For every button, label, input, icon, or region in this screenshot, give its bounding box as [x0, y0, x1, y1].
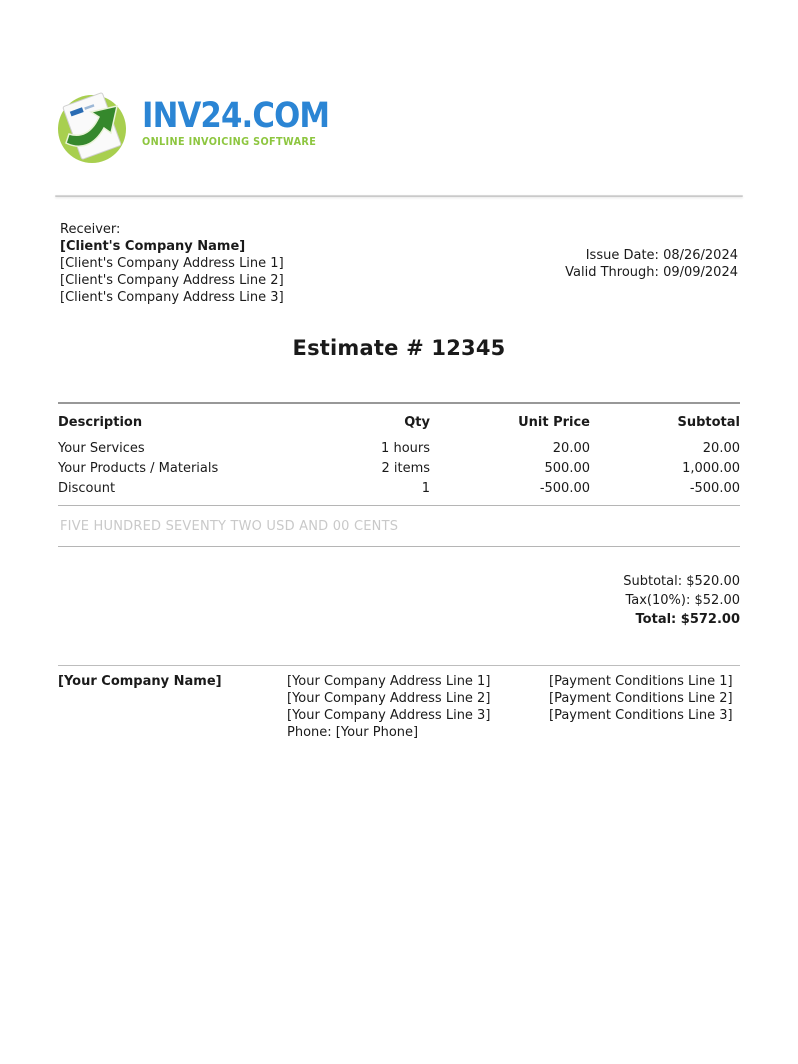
table-row — [58, 438, 740, 458]
issue-date-line: Issue Date: 08/26/2024 — [585, 248, 738, 263]
invoice-paper-arrow-logo-icon — [54, 86, 134, 166]
amount-in-words: FIVE HUNDRED SEVENTY TWO USD AND 00 CENTS — [58, 505, 740, 547]
items-table-header-row — [58, 403, 740, 438]
item-subtotal: 20.00 — [702, 440, 740, 456]
payment-conditions-line-2: [Payment Conditions Line 2] — [549, 691, 733, 706]
item-unit-price: 500.00 — [544, 460, 590, 476]
items-table — [58, 402, 740, 505]
table-row — [58, 478, 740, 505]
client-address-line-2: [Client's Company Address Line 2] — [60, 273, 284, 288]
totals-block — [623, 572, 740, 629]
item-description: Your Products / Materials — [58, 460, 219, 476]
document-footer — [58, 665, 740, 741]
footer-payment-conditions-block — [549, 673, 740, 741]
brand-tagline: ONLINE INVOICING SOFTWARE — [142, 135, 317, 148]
client-address-line-3: [Client's Company Address Line 3] — [60, 290, 284, 305]
payment-conditions-line-1: [Payment Conditions Line 1] — [549, 674, 733, 689]
footer-address-line-2: [Your Company Address Line 2] — [287, 691, 491, 706]
estimate-title: Estimate # 12345 — [292, 336, 506, 360]
header-qty: Qty — [308, 403, 430, 438]
footer-address-line-3: [Your Company Address Line 3] — [287, 708, 491, 723]
table-row — [58, 458, 740, 478]
footer-address-line-1: [Your Company Address Line 1] — [287, 674, 491, 689]
dates-block — [565, 247, 738, 281]
header-description: Description — [58, 403, 308, 438]
item-unit-price: 20.00 — [552, 440, 590, 456]
item-unit-price: -500.00 — [539, 480, 590, 496]
header-divider — [55, 195, 743, 197]
item-subtotal: 1,000.00 — [682, 460, 740, 476]
brand-name: INV24.COM — [142, 96, 330, 136]
footer-company-name: [Your Company Name] — [58, 674, 222, 689]
logo-text — [142, 86, 329, 148]
items-table-section — [58, 402, 740, 547]
item-description: Discount — [58, 480, 116, 496]
receiver-label: Receiver: — [60, 222, 121, 237]
total-line: Total: $572.00 — [635, 612, 740, 627]
tax-line: Tax(10%): $52.00 — [625, 593, 740, 608]
footer-address-block — [287, 673, 549, 741]
inv24-logo — [54, 86, 355, 166]
valid-through-line: Valid Through: 09/09/2024 — [565, 265, 738, 280]
item-subtotal: -500.00 — [689, 480, 740, 496]
item-qty: 1 — [421, 480, 430, 496]
client-address-line-1: [Client's Company Address Line 1] — [60, 256, 284, 271]
header-unit-price: Unit Price — [430, 403, 590, 438]
subtotal-line: Subtotal: $520.00 — [623, 574, 740, 589]
header-subtotal: Subtotal — [590, 403, 740, 438]
receiver-block — [60, 221, 284, 306]
item-description: Your Services — [58, 440, 145, 456]
payment-conditions-line-3: [Payment Conditions Line 3] — [549, 708, 733, 723]
footer-phone: Phone: [Your Phone] — [287, 725, 419, 740]
item-qty: 2 items — [381, 460, 430, 476]
item-qty: 1 hours — [381, 440, 430, 456]
client-company-name: [Client's Company Name] — [60, 239, 246, 254]
